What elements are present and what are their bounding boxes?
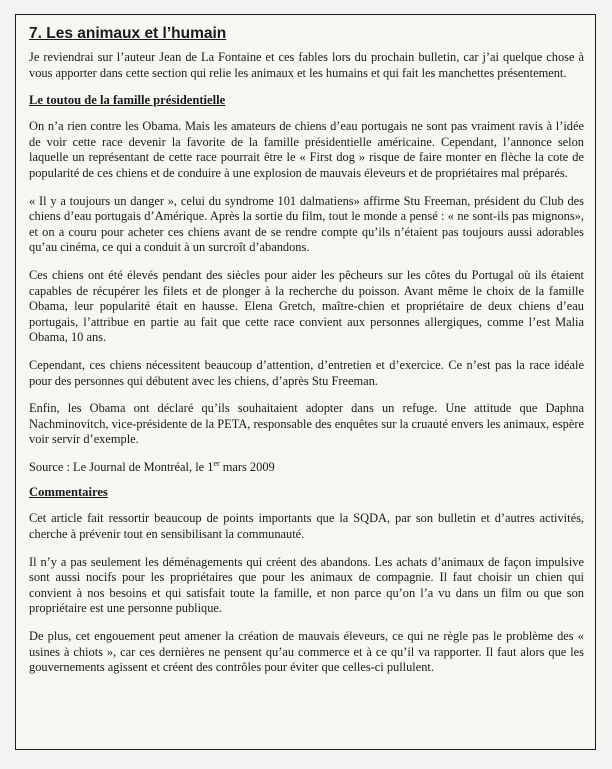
commentary-paragraph: Il n’y a pas seulement les déménagements qui créent des abandons. Les achats d’animaux de façon impulsive sont aussi nocifs pour les propriétaires que pour les animaux de compagnie. Il faut choisir un chien qui convient à nos besoins et qui satisfait toute la famille, et non parce qu’on l’a vu dans un film ou que son propriétaire est une personne publique. bbox=[29, 554, 584, 616]
bulletin-section-frame bbox=[15, 14, 596, 750]
article-paragraph: Enfin, les Obama ont déclaré qu’ils souhaitaient adopter dans un refuge. Une attitude que Daphna Nachminovitch, vice-présidente de la PETA, responsable des enquêtes sur la cruauté envers les animaux, espère voir servir d’exemple. bbox=[29, 401, 584, 447]
article-paragraph: « Il y a toujours un danger », celui du syndrome 101 dalmatiens» affirme Stu Freeman, président du Club des chiens d’eau portugais d’Amérique. Après la sortie du film, tout le monde a pensé : « ne sont-ils pas mignons», et on a couru pour acheter ces chiens avant de se rendre compte qu’ils n’étaient pas toujours aussi adorables qu’au cinéma, ce qui a conduit à un surcroît d’abandons. bbox=[29, 193, 584, 255]
article-paragraph: On n’a rien contre les Obama. Mais les amateurs de chiens d’eau portugais ne sont pas vraiment ravis à l’idée de voir cette race devenir la favorite de la famille présidentielle américaine. Cependant, l’annonce selon laquelle un représentant de cette race pourrait être le « First dog » risque de faire monter en flèche la cote de popularité de ces chiens et de conduire à une explosion de mauvais éleveurs et de propriétaires mal préparés. bbox=[29, 119, 584, 180]
commentary-heading: Commentaires bbox=[29, 485, 108, 500]
article-paragraph: Ces chiens ont été élevés pendant des siècles pour aider les pêcheurs sur les côtes du Portugal où ils étaient capables de récupérer les filets et de plonger à la recherche du poisson. Avant même le choix de la famille Obama, leur popularité était en hausse. Elena Gretch, maître-chien et propriétaire de deux chiens d’eau portugais, l’attribue en partie au fait que cette race convient aux personnes allergiques, comme l’est Malia Obama, 10 ans. bbox=[29, 267, 584, 345]
section-title: 7. Les animaux et l’humain bbox=[29, 25, 227, 42]
source-text: Source : Le Journal de Montréal, le 1 bbox=[29, 459, 214, 474]
commentary-paragraph: De plus, cet engouement peut amener la création de mauvais éleveurs, ce qui ne règle pas le problème des « usines à chiots », car ces dernières ne pensent qu’au commerce et à ce qu’il va rapporter. Il faut alors que les gouvernements agissent et créent des contrôles pour éviter que celles-ci pullulent. bbox=[29, 629, 584, 675]
source-date: mars 2009 bbox=[219, 459, 275, 474]
article-paragraph: Cependant, ces chiens nécessitent beaucoup d’attention, d’entretien et d’exercice. Ce n’est pas la race idéale pour des personnes qui débutent avec les chiens, d’après Stu Freeman. bbox=[29, 357, 584, 388]
source-ordinal: er bbox=[213, 458, 220, 468]
source-citation bbox=[29, 460, 584, 476]
intro-paragraph: Je reviendrai sur l’auteur Jean de La Fontaine et ces fables lors du prochain bulletin, car j’ai quelque chose à vous apporter dans cette section qui relie les animaux et les humains et qui fait les manchettes présentement. bbox=[29, 50, 584, 80]
article-heading: Le toutou de la famille présidentielle bbox=[29, 93, 226, 108]
commentary-paragraph: Cet article fait ressortir beaucoup de points importants que la SQDA, par son bulletin et d’autres activités, cherche à prévenir tout en sensibilisant la communauté. bbox=[29, 511, 584, 542]
